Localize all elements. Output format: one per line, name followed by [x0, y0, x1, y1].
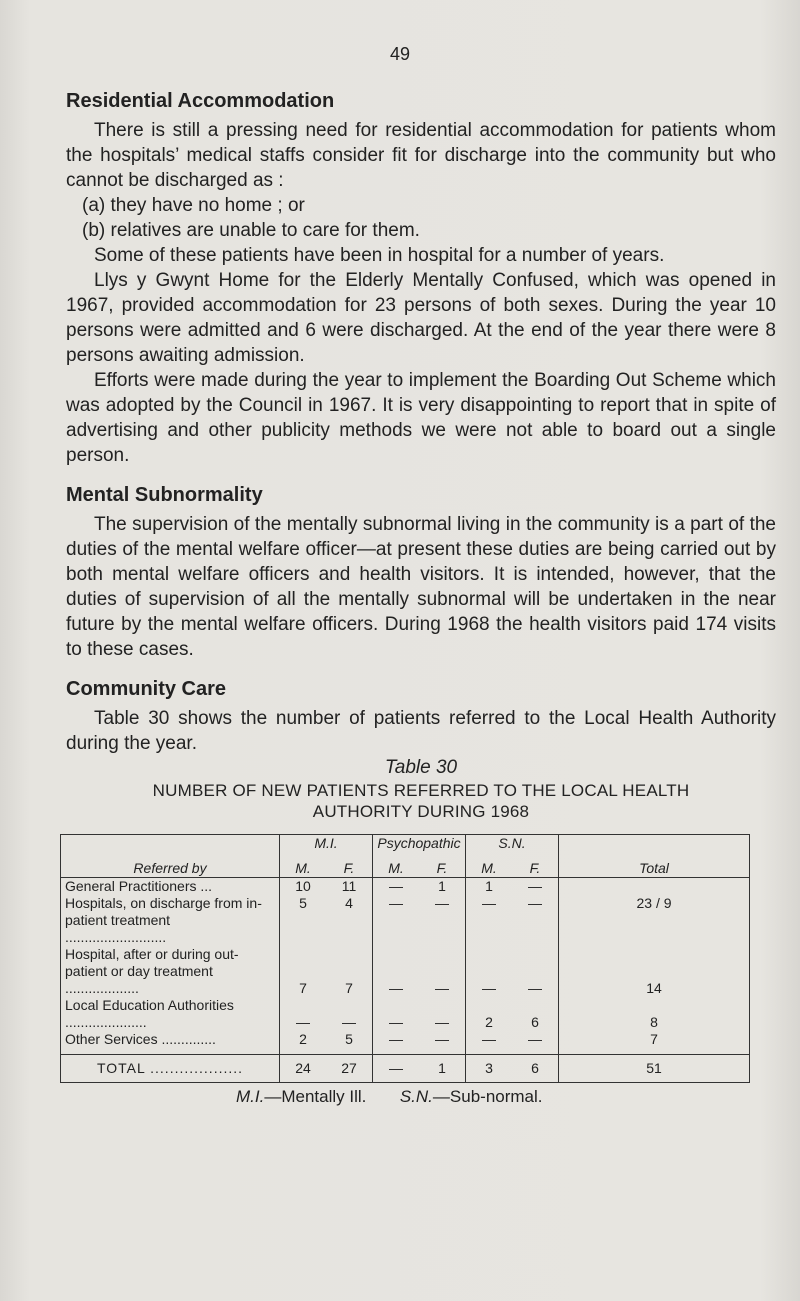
document-body	[66, 88, 776, 1107]
referrals-table	[60, 834, 750, 1083]
table-footnote: M.I.—Mentally Ill. S.N.—Sub-normal.	[236, 1087, 543, 1106]
table-row: Hospital, after or during out-patient or day treatment ................... 7 7 — — — — 14	[61, 946, 750, 997]
col-m: M.	[481, 860, 497, 876]
table-row: General Practitioners ... 10 11 — 1 1 —	[61, 878, 750, 896]
table-row: Local Education Authorities ..................... — — — — 2 6 8	[61, 997, 750, 1031]
col-f: F.	[343, 860, 355, 876]
col-group-psychopathic: Psychopathic	[377, 835, 461, 851]
table-caption: Table 30	[384, 757, 458, 778]
col-total: Total	[639, 860, 669, 876]
row-label: Local Education Authorities .....................	[61, 997, 280, 1031]
paragraph: Efforts were made during the year to implement the Boarding Out Scheme which was adopted by the Council in 1967. It is very disappointing to report that in spite of advertising and other publicity methods we were not able to board out a single person.	[66, 370, 776, 466]
row-label: Hospital, after or during out-patient or day treatment ...................	[61, 946, 280, 997]
heading-residential: Residential Accommodation	[66, 90, 335, 112]
col-referred-by: Referred by	[133, 860, 207, 876]
paragraph: The supervision of the mentally subnormal living in the community is a part of the duties of the mental welfare officer—at present these duties are being carried out by both mental welfare officers and health visitors. It is intended, however, that the duties of supervision of all the mentally subnormal will be undertaken in the near future by the mental welfare officers. During 1968 the health visitors paid 174 visits to these cases.	[66, 514, 776, 660]
col-m: M.	[388, 860, 404, 876]
row-label: Other Services ..............	[61, 1031, 280, 1048]
table-title-line-2: AUTHORITY DURING 1968	[312, 802, 530, 821]
paragraph: Table 30 shows the number of patients referred to the Local Health Authority during the year.	[66, 708, 776, 754]
page-number: 49	[389, 44, 411, 64]
col-f: F.	[529, 860, 541, 876]
col-m: M.	[295, 860, 311, 876]
table-row: Other Services .............. 2 5 — — — — 7	[61, 1031, 750, 1048]
list-item: (a) they have no home ; or	[82, 195, 305, 216]
col-group-mi: M.I.	[314, 835, 338, 851]
heading-community-care: Community Care	[66, 678, 227, 700]
col-group-sn: S.N.	[498, 835, 526, 851]
row-label: Hospitals, on discharge from in-patient treatment ..........................	[61, 895, 280, 946]
paragraph: Llys y Gwynt Home for the Elderly Mentally Confused, which was opened in 1967, provided accommodation for 23 persons of both sexes. During the year 10 persons were admitted and 6 were discharged. At the end of the year there were 8 persons awaiting admission.	[66, 270, 776, 366]
row-label: General Practitioners ...	[61, 878, 280, 896]
table-title-line-1: NUMBER OF NEW PATIENTS REFERRED TO THE LOCAL HEALTH	[152, 781, 690, 800]
table-total-row: TOTAL ................... 24 27 — 1 3 6 51	[61, 1055, 750, 1083]
table-row: Hospitals, on discharge from in-patient treatment .......................... 5 4 — — — — 23 / 9	[61, 895, 750, 946]
paragraph: Some of these patients have been in hospital for a number of years.	[94, 245, 665, 266]
col-f: F.	[436, 860, 448, 876]
list-item: (b) relatives are unable to care for them.	[82, 220, 420, 241]
heading-mental-subnormality: Mental Subnormality	[66, 484, 263, 506]
paragraph: There is still a pressing need for residential accommodation for patients whom the hospitals’ medical staffs consider fit for discharge into the community but who cannot be discharged as :	[66, 120, 776, 191]
